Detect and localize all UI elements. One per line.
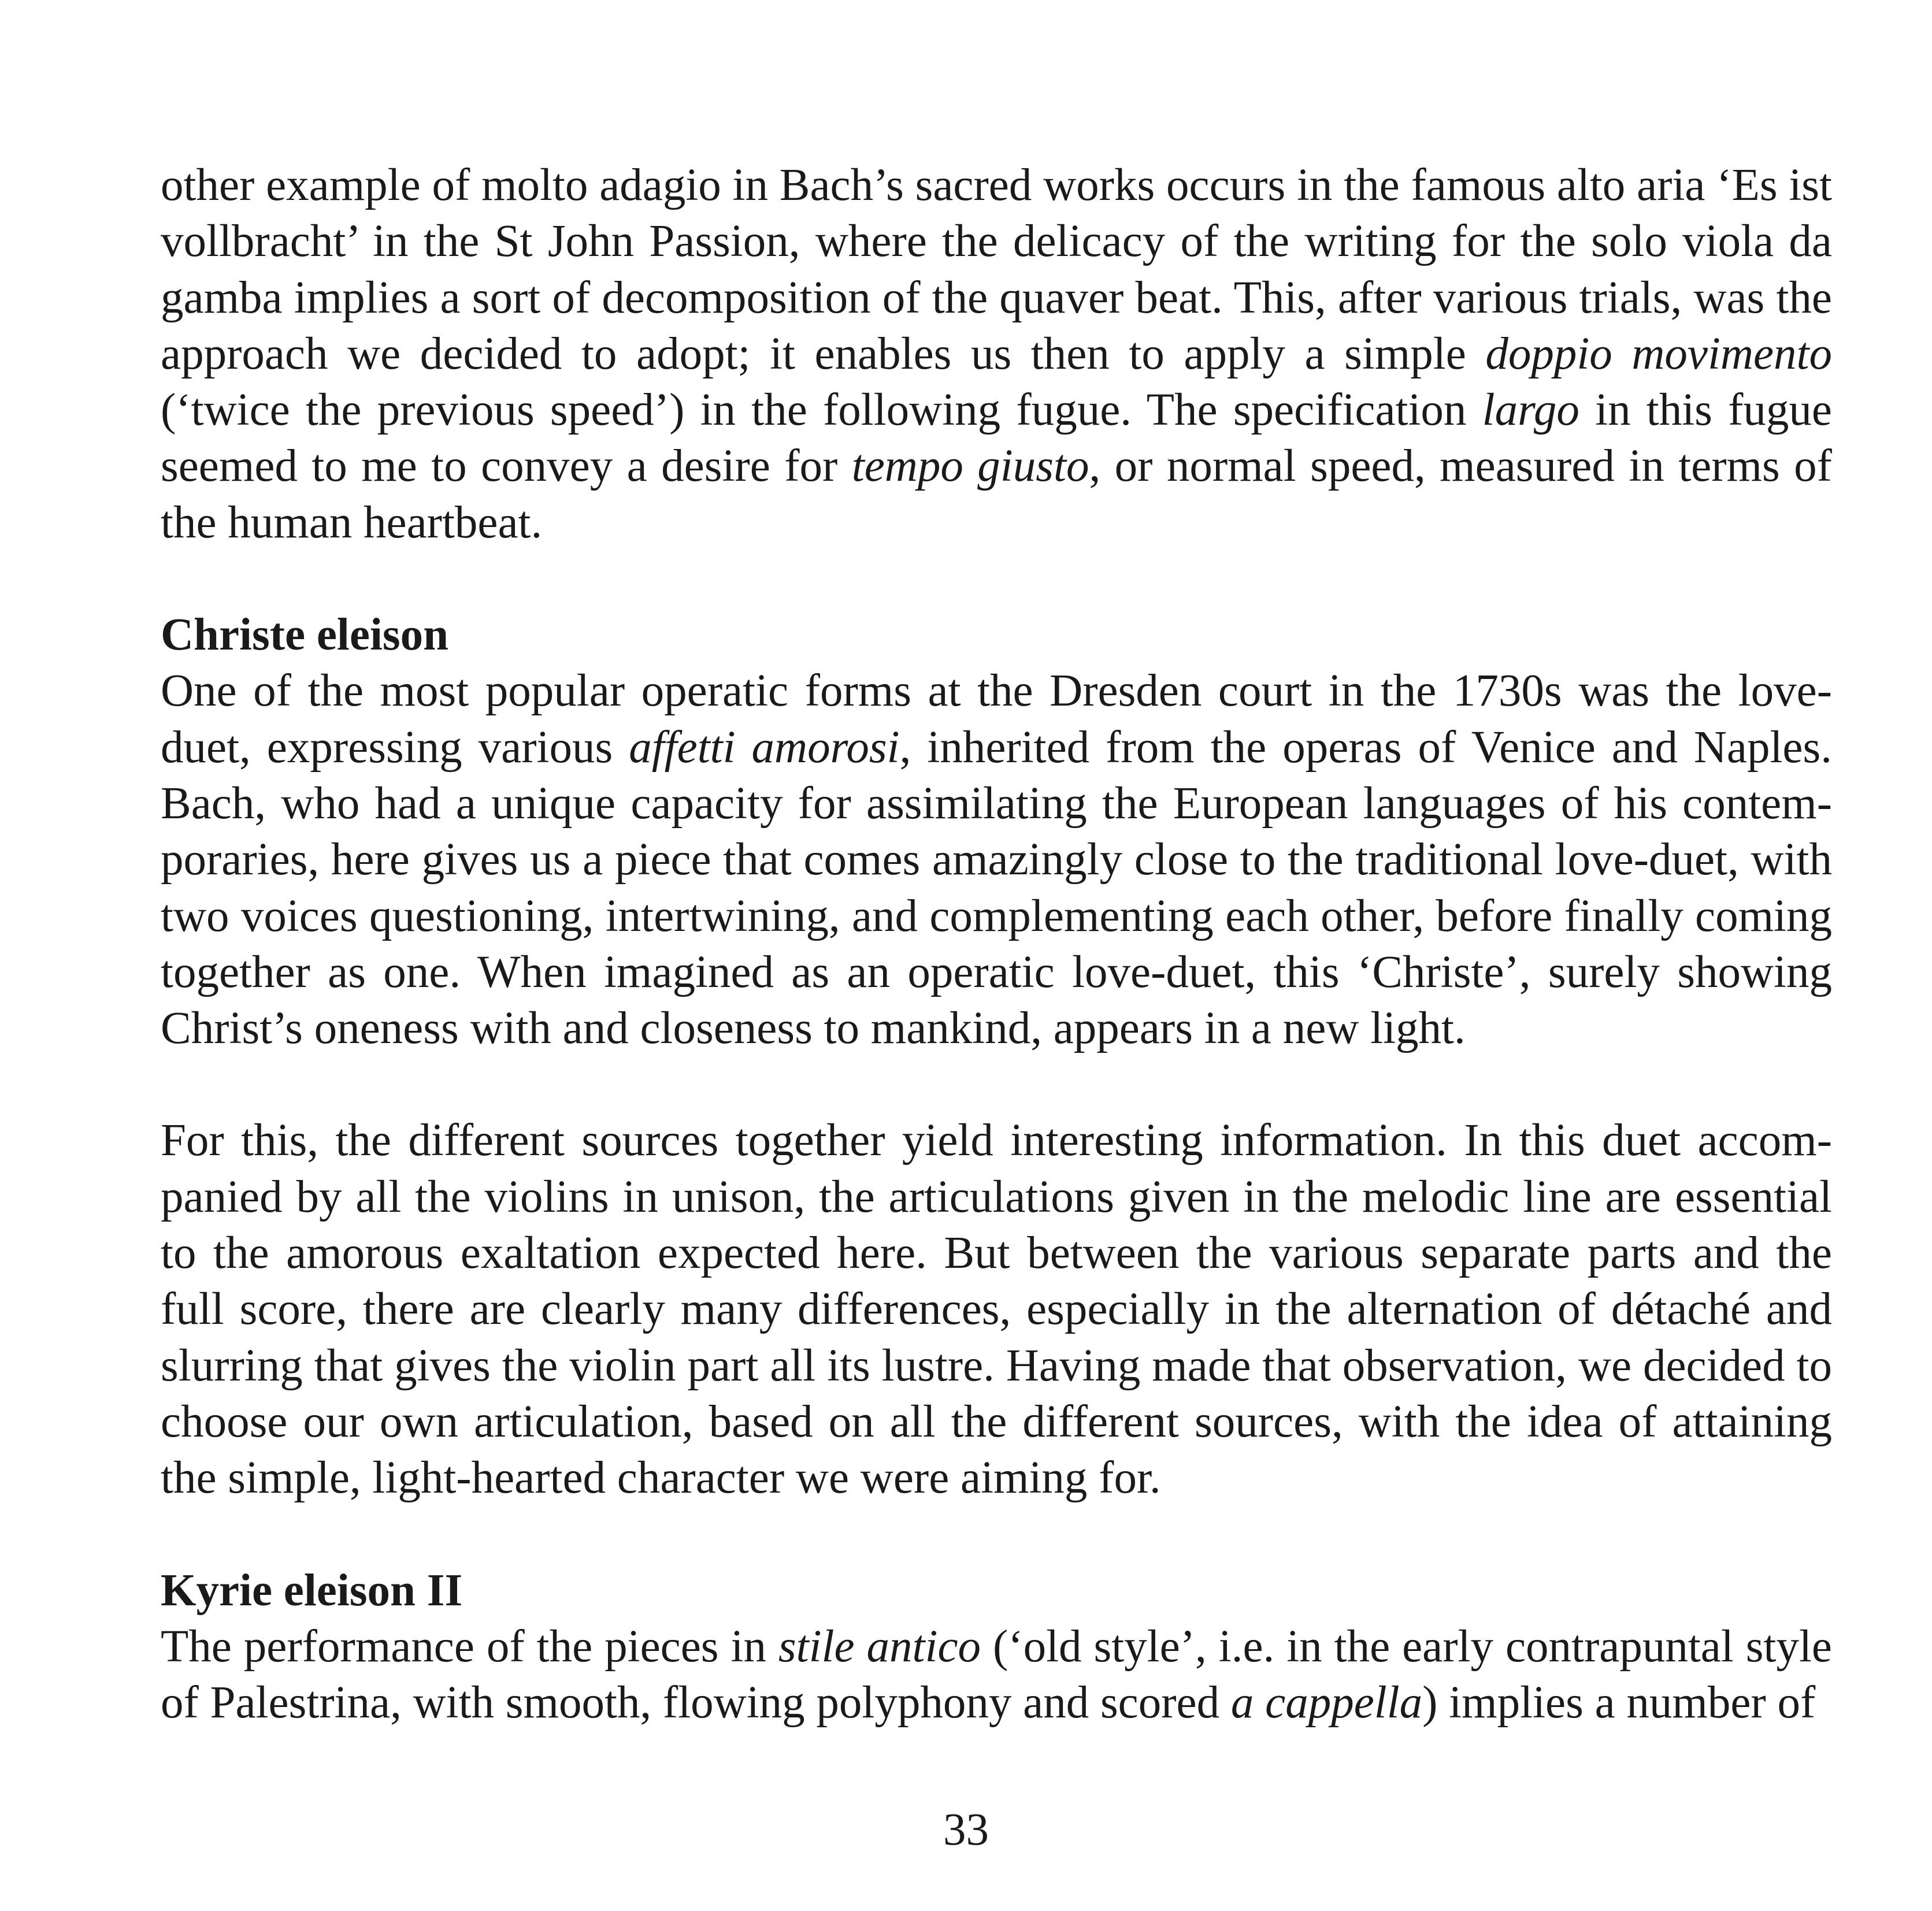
paragraph-gap xyxy=(161,1506,1832,1563)
italic-term: a cappella xyxy=(1230,1678,1423,1728)
section-heading-christe-eleison: Christe eleison xyxy=(161,610,449,660)
text-run: The performance of the pieces in xyxy=(161,1621,778,1672)
paragraph-gap xyxy=(161,551,1832,607)
paragraph-gap xyxy=(161,1056,1832,1112)
italic-term: largo xyxy=(1482,385,1579,436)
text-run: (‘old style’, i.e. in the early contrapuntal style of Palestrina, with smooth, flowing polyphony and scored xyxy=(161,1621,1832,1728)
text-run: , inherited from the operas of Venice and Naples. Bach, who had a unique capacity for assimilating the European languages of his contemporaries, here gives us a piece that comes amazingly close to the traditional love-duet, with two voices questioning, intertwining, and complementing each other, before finally coming together as one. When imagined as an operatic love-duet, this ‘Christe’, surely showing Christ’s oneness with and closeness to mankind, appears in a new light. xyxy=(161,722,1832,1054)
paragraph-kyrie-1 xyxy=(161,1619,1832,1731)
paragraph-christe-1 xyxy=(161,663,1832,1056)
text-run: For this, the different sources together yield interesting information. In this duet accompanied by all the violins in unison, the articulations given in the melodic line are essential to the amorous exaltation expected here. But between the various separate parts and the full score, there are clearly many differences, especially in the alternation of détaché and slurring that gives the violin part all its lustre. Having made that observation, we decided to choose our own articulation, based on all the different sources, with the idea of attaining the simple, light-hearted character we were aiming for. xyxy=(161,1115,1832,1504)
paragraph-christe-2 xyxy=(161,1112,1832,1506)
section-heading-kyrie-eleison-ii: Kyrie eleison II xyxy=(161,1565,463,1616)
paragraph-intro xyxy=(161,157,1832,551)
text-run: in this fugue seemed to me to convey a desire for xyxy=(161,385,1832,492)
italic-term: stile antico xyxy=(778,1621,981,1672)
text-run: , or normal speed, measured in terms of the human heartbeat. xyxy=(161,441,1832,548)
page-number: 33 xyxy=(943,1805,989,1855)
text-run: other example of molto adagio in Bach’s sacred works occurs in the famous alto aria ‘Es ist vollbracht’ in the St John Passion, where the delicacy of the writing for the solo viola da gamba implies a sort of decomposition of the quaver beat. This, after various trials, was the approach we decided to adopt; it enables us then to apply a simple xyxy=(161,160,1832,379)
text-run: One of the most popular operatic forms at the Dresden court in the 1730s was the love-duet, expressing various xyxy=(161,666,1832,773)
italic-term: doppio movimento xyxy=(1485,328,1832,379)
italic-term: tempo giusto xyxy=(851,441,1089,492)
italic-term: affetti amorosi xyxy=(629,722,900,773)
text-run: (‘twice the previous speed’) in the following fugue. The specification xyxy=(161,385,1482,436)
text-column xyxy=(161,157,1832,1731)
text-run: ) implies a number of xyxy=(1422,1678,1816,1728)
